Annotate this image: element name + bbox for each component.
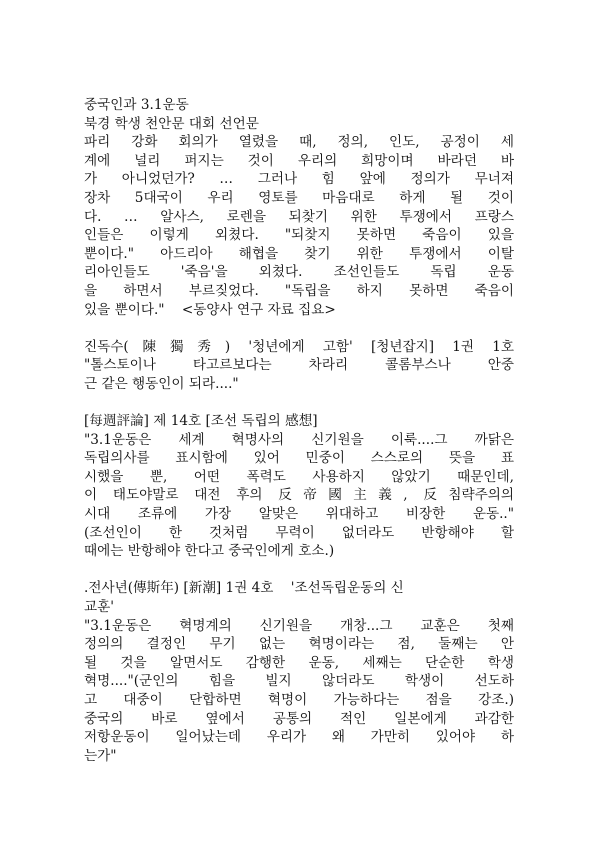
text-line: 중국의 바로 옆에서 공통의 적인 일본에게 과감한 [84, 710, 514, 727]
text-line: 때에는 반항해야 한다고 중국인에게 호소.) [84, 543, 335, 560]
text-line: "3.1운동은 세계 혁명사의 신기원을 이룩....그 까닭은 [84, 431, 514, 448]
text-line: "톨스토이나 타고르보다는 차라리 콜롬부스나 안중 [84, 357, 514, 374]
paragraph-new-tide [84, 579, 514, 765]
text-line: 는가" [84, 747, 117, 764]
text-line: 리아인들도 '죽음'을 외쳤다. 조선인들도 독립 운동 [84, 264, 514, 281]
text-line: 시했을 뿐, 어떤 폭력도 사용하지 않았기 때문인데, [84, 468, 514, 485]
text-line: 근 같은 행동인이 되라...." [84, 375, 239, 392]
paragraph-beijing-declaration [84, 96, 514, 319]
text-line: 파리 강화 회의가 열렸을 때, 정의, 인도, 공정이 세 [84, 134, 514, 151]
text-line: 저항운동이 일어났는데 우리가 왜 가만히 있어야 하 [84, 729, 515, 746]
citation-heading-cont: 교훈' [84, 599, 114, 616]
text-line: 인들은 이렇게 외쳤다. "되찾지 못하면 죽음이 있을 [84, 227, 514, 244]
text-line: 뿐이다." 아드리아 해협을 찾기 위한 투쟁에서 이탈 [84, 245, 514, 262]
text-line: 고 대중이 단합하면 혁명이 가능하다는 점을 강조.) [84, 692, 514, 708]
text-line: 이 태도야말로 대전 후의 反帝國主義, 反침략주의의 [84, 487, 514, 504]
text-line-source: 있을 뿐이다." <동양사 연구 자료 집요> [84, 301, 336, 318]
text-line: 독립의사를 표시함에 있어 민중이 스스로의 뜻을 표 [84, 450, 514, 467]
paragraph-chen-duxiu [84, 338, 514, 394]
text-line: 될 것을 알면서도 감행한 운동, 세째는 단순한 학생 [84, 654, 514, 671]
text-line: 혁명...."(군인의 힘을 빌지 않더라도 학생이 선도하 [84, 673, 514, 690]
text-line: 장차 5대국이 우리 영토를 마음대로 하게 될 것이 [84, 189, 514, 206]
section-subtitle: 북경 학생 천안문 대회 선언문 [84, 115, 259, 132]
citation-heading: [每週評論] 제 14호 [조선 독립의 感想] [84, 413, 318, 430]
text-line: 을 하면서 부르짖었다. "독립을 하지 못하면 죽음이 [84, 282, 514, 299]
text-line: 계에 널리 퍼지는 것이 우리의 희망이며 바라던 바 [84, 152, 514, 169]
text-line: 정의의 결정인 무기 없는 혁명이라는 점, 둘째는 안 [84, 636, 514, 653]
section-title: 중국인과 3.1운동 [84, 97, 189, 113]
citation-heading: .전사년(傳斯年) [新潮] 1권 4호 '조선독립운동의 신 [84, 580, 404, 597]
text-line: 다. … 알사스, 로렌을 되찾기 위한 투쟁에서 프랑스 [84, 208, 514, 225]
text-line: "3.1운동은 혁명계의 신기원을 개창...그 교훈은 첫째 [84, 617, 514, 634]
text-line: (조선인이 한 것처럼 무력이 없더라도 반항해야 할 [84, 524, 514, 541]
text-line: 시대 조류에 가장 알맞은 위대하고 비장한 운동.." [84, 506, 514, 523]
paragraph-weekly-review [84, 412, 514, 561]
citation-heading: 진독수(陳獨秀) '청년에게 고함' [청년잡지] 1권 1호 [84, 338, 514, 355]
document-page [84, 96, 514, 784]
text-line: 가 아니었던가? … 그러나 힘 앞에 정의가 무너져 [84, 171, 514, 188]
